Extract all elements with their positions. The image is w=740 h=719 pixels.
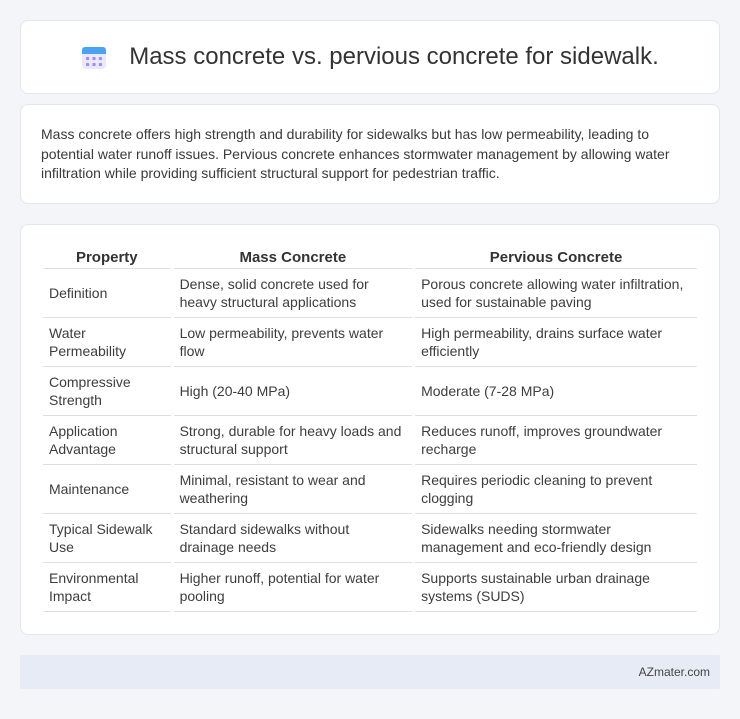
- table-header-row: [43, 245, 697, 269]
- pervious-concrete-cell: Requires periodic cleaning to prevent clogging: [415, 465, 697, 514]
- footer-bar: [20, 655, 720, 689]
- mass-concrete-cell: Dense, solid concrete used for heavy structural applications: [174, 269, 413, 318]
- pervious-concrete-cell: Sidewalks needing stormwater management and eco-friendly design: [415, 514, 697, 563]
- intro-paragraph: Mass concrete offers high strength and durability for sidewalks but has low permeability, leading to potential water runoff issues. Pervious concrete enhances stormwater management by allowing water infiltration while providing sufficient structural support for pedestrian traffic.: [41, 126, 670, 181]
- table-card: [20, 224, 720, 635]
- intro-card: [20, 104, 720, 204]
- row-label: Environmental Impact: [43, 563, 171, 612]
- mass-concrete-cell: Higher runoff, potential for water pooling: [174, 563, 413, 612]
- pervious-concrete-cell: Moderate (7-28 MPa): [415, 367, 697, 416]
- row-label: Water Permeability: [43, 318, 171, 367]
- row-label: Typical Sidewalk Use: [43, 514, 171, 563]
- table-row: [43, 465, 697, 514]
- title-card: [20, 20, 720, 94]
- column-header-property: Property: [43, 245, 171, 269]
- column-header-mass-concrete: Mass Concrete: [174, 245, 413, 269]
- mass-concrete-cell: Low permeability, prevents water flow: [174, 318, 413, 367]
- footer-brand: AZmater.com: [638, 665, 710, 679]
- pervious-concrete-cell: Supports sustainable urban drainage systems (SUDS): [415, 563, 697, 612]
- comparison-table: [40, 245, 700, 612]
- table-row: [43, 367, 697, 416]
- row-label: Definition: [43, 269, 171, 318]
- page-title: Mass concrete vs. pervious concrete for sidewalk.: [129, 43, 659, 70]
- column-header-pervious-concrete: Pervious Concrete: [415, 245, 697, 269]
- row-label: Compressive Strength: [43, 367, 171, 416]
- table-row: [43, 563, 697, 612]
- row-label: Maintenance: [43, 465, 171, 514]
- calendar-icon: [81, 44, 107, 70]
- table-row: [43, 318, 697, 367]
- mass-concrete-cell: Minimal, resistant to wear and weathering: [174, 465, 413, 514]
- table-row: [43, 514, 697, 563]
- pervious-concrete-cell: Reduces runoff, improves groundwater recharge: [415, 416, 697, 465]
- pervious-concrete-cell: Porous concrete allowing water infiltration, used for sustainable paving: [415, 269, 697, 318]
- row-label: Application Advantage: [43, 416, 171, 465]
- mass-concrete-cell: High (20-40 MPa): [174, 367, 413, 416]
- table-row: [43, 416, 697, 465]
- pervious-concrete-cell: High permeability, drains surface water efficiently: [415, 318, 697, 367]
- table-row: [43, 269, 697, 318]
- mass-concrete-cell: Standard sidewalks without drainage needs: [174, 514, 413, 563]
- mass-concrete-cell: Strong, durable for heavy loads and structural support: [174, 416, 413, 465]
